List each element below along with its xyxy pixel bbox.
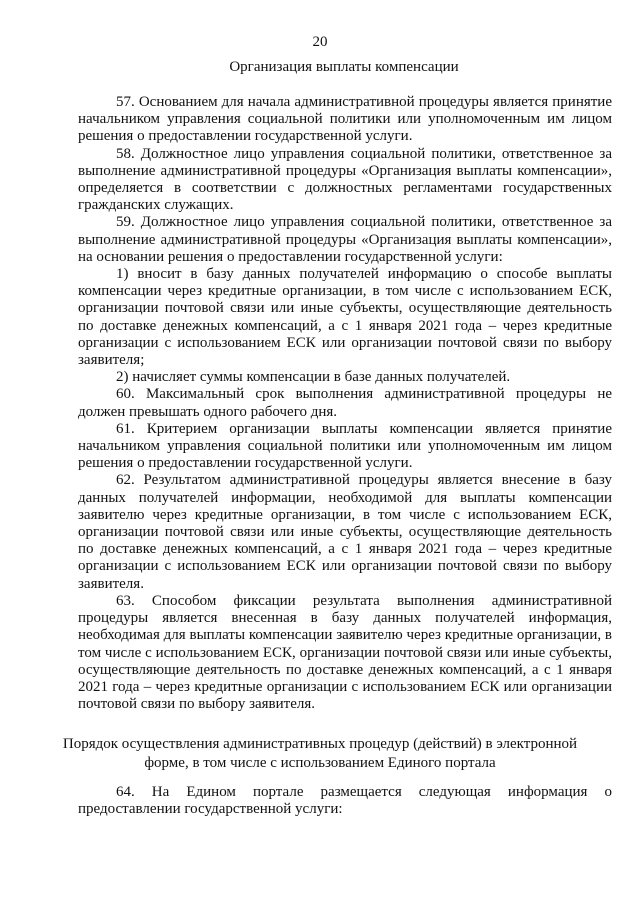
paragraph-58: 58. Должностное лицо управления социальной политики, ответственное за выполнение административной процедуры «Организация выплаты компенсации», определяется в соответствии с должностных регламентами государственных гражданских служащих. xyxy=(78,145,612,214)
section-title-electronic xyxy=(0,735,640,773)
section-title-payment: Организация выплаты компенсации xyxy=(229,59,459,75)
section-title-line-2: форме, в том числе с использованием Единого портала xyxy=(144,755,496,771)
paragraph-59-item-2: 2) начисляет суммы компенсации в базе данных получателей. xyxy=(116,369,511,386)
paragraph-60: 60. Максимальный срок выполнения административной процедуры не должен превышать одного рабочего дня. xyxy=(78,386,612,420)
section-body xyxy=(78,94,612,713)
paragraph-64: 64. На Едином портале размещается следующая информация о предоставлении государственной услуги: xyxy=(78,784,612,818)
paragraph-62: 62. Результатом административной процедуры является внесение в базу данных получателей информации, необходимой для выплаты компенсации заявителю через кредитные организации, в том числе с использованием ЕСК, организации почтовой связи или иные субъекты, осуществляющие деятельность по доставке денежных компенсаций, а с 1 января 2021 года – через кредитные организации с использованием ЕСК или организации почтовой связи по выбору заявителя. xyxy=(78,472,612,592)
paragraph-59-item-1: 1) вносит в базу данных получателей информацию о способе выплаты компенсации через кредитные организации, в том числе с использованием ЕСК, организации почтовой связи или иные субъекты, осуществляющие деятельность по доставке денежных компенсаций, а с 1 января 2021 года – через кредитные организации с использованием ЕСК или организации почтовой связи по выбору заявителя; xyxy=(78,266,612,369)
paragraph-63: 63. Способом фиксации результата выполнения административной процедуры является внесенная в базу данных получателей информация, необходимая для выплаты компенсации заявителю через кредитные организации, в том числе с использованием ЕСК, организации почтовой связи или иные субъекты, осуществляющие деятельность по доставке денежных компенсаций, а с 1 января 2021 года – через кредитные организации с использованием ЕСК или организации почтовой связи по выбору заявителя. xyxy=(78,592,612,713)
paragraph-59: 59. Должностное лицо управления социальной политики, ответственное за выполнение административной процедуры «Организация выплаты компенсации», на основании решения о предоставлении государственной услуги: xyxy=(78,214,612,265)
paragraph-57: 57. Основанием для начала административной процедуры является принятие начальником управления социальной политики или уполномоченным им лицом решения о предоставлении государственной услуги. xyxy=(78,94,612,145)
section-body-2 xyxy=(78,784,612,818)
section-title-line-1: Порядок осуществления административных процедур (действий) в электронной xyxy=(62,736,578,752)
page-number: 20 xyxy=(312,34,328,50)
paragraph-61: 61. Критерием организации выплаты компенсации является принятие начальником управления социальной политики или уполномоченным им лицом решения о предоставлении государственной услуги. xyxy=(78,420,612,472)
